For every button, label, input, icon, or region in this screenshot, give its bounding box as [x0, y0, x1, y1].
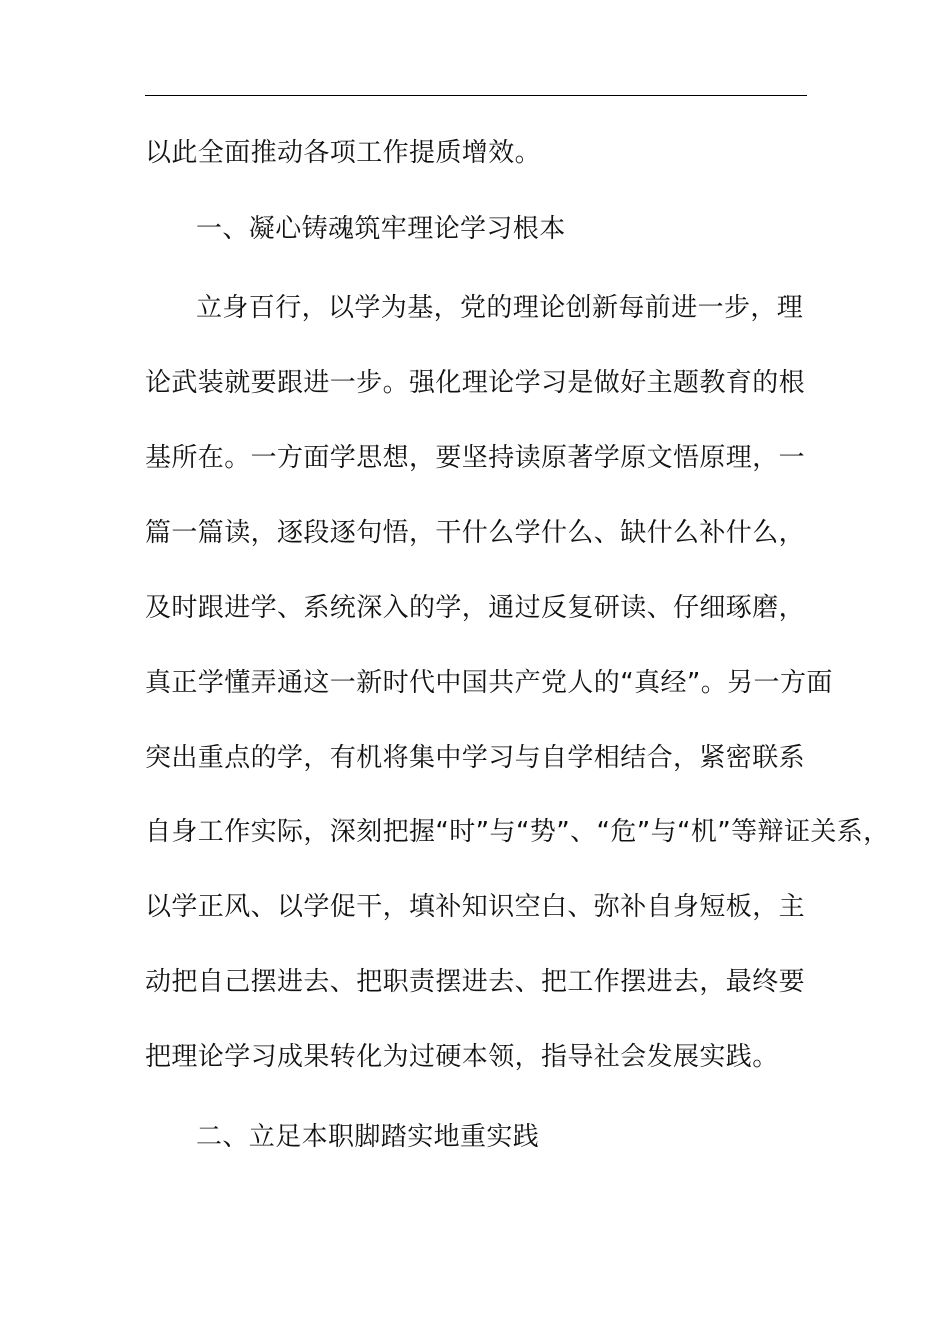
body-line: 以学正风、以学促干，填补知识空白、弥补自身短板，主 — [145, 892, 806, 922]
body-line: 篇一篇读，逐段逐句悟，干什么学什么、缺什么补什么， — [145, 518, 806, 548]
body-line: 突出重点的学，有机将集中学习与自学相结合，紧密联系 — [145, 743, 806, 773]
header-rule — [145, 95, 807, 96]
body-line: 基所在。一方面学思想，要坚持读原著学原文悟原理，一 — [145, 443, 806, 473]
body-line: 把理论学习成果转化为过硬本领，指导社会发展实践。 — [145, 1042, 779, 1072]
section-heading-1: 一、凝心铸魂筑牢理论学习根本 — [196, 214, 566, 244]
body-line: 论武装就要跟进一步。强化理论学习是做好主题教育的根 — [145, 368, 806, 398]
body-line: 立身百行，以学为基，党的理论创新每前进一步，理 — [196, 293, 804, 323]
body-line: 自身工作实际，深刻把握“时”与“势”、“危”与“机”等辩证关系， — [145, 817, 890, 847]
body-line-continuation: 以此全面推动各项工作提质增效。 — [145, 138, 542, 168]
body-line: 动把自己摆进去、把职责摆进去、把工作摆进去，最终要 — [145, 967, 806, 997]
body-line: 真正学懂弄通这一新时代中国共产党人的“真经”。另一方面 — [145, 668, 833, 698]
section-heading-2: 二、立足本职脚踏实地重实践 — [196, 1122, 540, 1152]
body-line: 及时跟进学、系统深入的学，通过反复研读、仔细琢磨， — [145, 593, 806, 623]
